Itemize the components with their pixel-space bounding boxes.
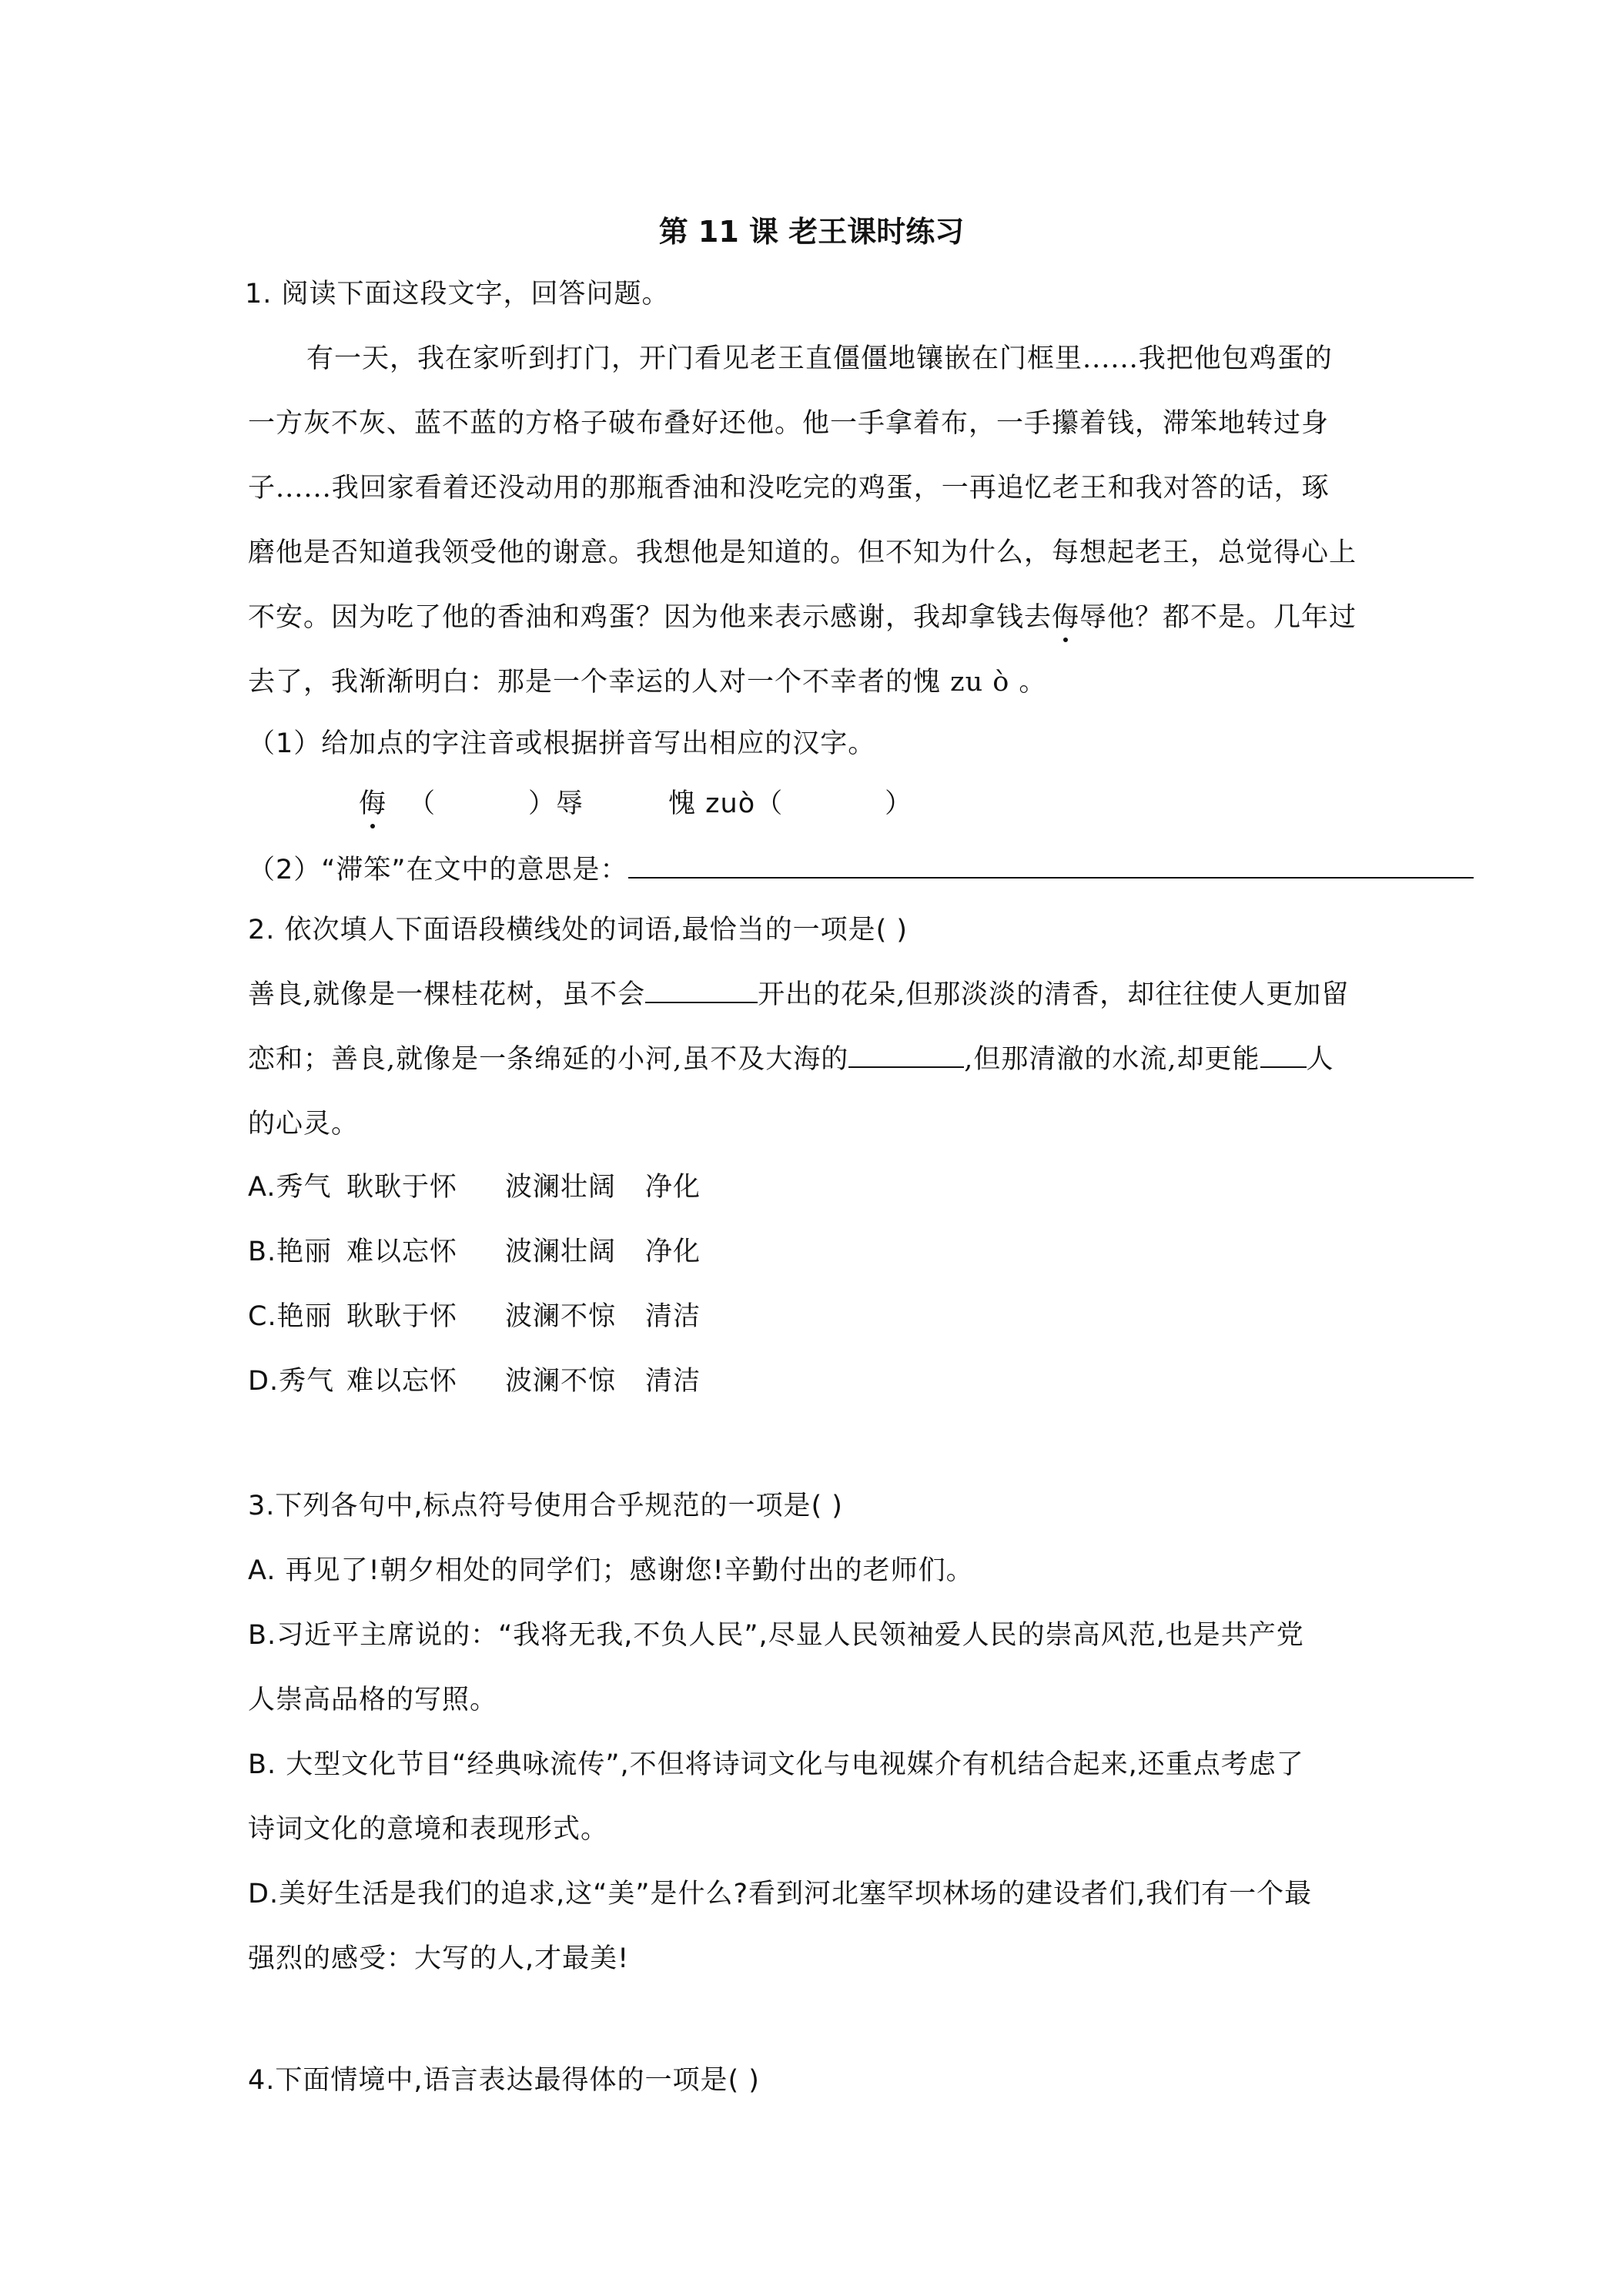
q1-passage-line-2: 一方灰不灰、蓝不蓝的方格子破布叠好还他。他一手拿着布，一手攥着钱，滞笨地转过身 — [248, 408, 1330, 439]
q2-blank-2[interactable] — [848, 1043, 964, 1068]
q2-option-c-word-1: 耿耿于怀 — [346, 1301, 458, 1332]
q1-sub2-label: （2）“滞笨”在文中的意思是： — [248, 855, 628, 885]
q2-option-d-label: D.秀气 — [248, 1366, 335, 1397]
q2-para-1a: 善良,就像是一棵桂花树，虽不会 — [248, 979, 646, 1010]
q2-option-c[interactable] — [248, 1300, 701, 1334]
q2-para-2b: ,但那清澈的水流,却更能 — [964, 1044, 1260, 1075]
q2-para-2a: 恋和；善良,就像是一条绵延的小河,虽不及大海的 — [248, 1044, 849, 1075]
q1-dotted-char: 侮 — [1052, 602, 1080, 633]
q2-option-a-label: A.秀气 — [248, 1172, 332, 1203]
q1-line5-part-b: 辱他？都不是。几年过 — [1079, 602, 1357, 633]
q4-stem: 4.下面情境中,语言表达最得体的一项是( ) — [248, 2065, 760, 2096]
q1-passage-line-3: 子......我回家看着还没动用的那瓶香油和没吃完的鸡蛋，一再追忆老王和我对答的话，琢 — [248, 473, 1330, 504]
q2-option-c-word-3: 清洁 — [645, 1301, 701, 1332]
q2-para-2c: 人 — [1306, 1044, 1334, 1075]
q1-sub1-dotted-char: 侮 — [359, 788, 387, 819]
q2-para-line-3: 的心灵。 — [248, 1109, 360, 1140]
q2-option-b-word-2: 波澜壮阔 — [505, 1237, 617, 1267]
q3-option-d-line-2: 强烈的感受：大写的人,才最美! — [248, 1943, 630, 1974]
q1-sub1-close-paren: ）辱 — [528, 788, 584, 819]
q2-option-b[interactable] — [248, 1235, 701, 1269]
q2-option-c-label: C.艳丽 — [248, 1301, 333, 1332]
q3-option-a[interactable]: A. 再见了!朝夕相处的同学们；感谢您!辛勤付出的老师们。 — [248, 1555, 974, 1586]
q2-option-a[interactable] — [248, 1170, 701, 1204]
q3-option-b-line-1[interactable]: B.习近平主席说的：“我将无我,不负人民”,尽显人民领袖爱人民的崇高风范,也是共产党 — [248, 1620, 1304, 1651]
q2-blank-3[interactable] — [1260, 1043, 1307, 1068]
q2-option-a-word-1: 耿耿于怀 — [346, 1172, 458, 1203]
q2-option-b-label: B.艳丽 — [248, 1237, 333, 1267]
page-title: 第 11 课 老王课时练习 — [658, 215, 965, 249]
q2-option-d-word-3: 清洁 — [645, 1366, 701, 1397]
q1-sub1-open-paren: （ — [408, 788, 437, 819]
q1-sub1-close-paren-b: ） — [885, 788, 913, 819]
q1-passage-line-5 — [248, 601, 1357, 634]
q2-para-1b: 开出的花朵,但那淡淡的清香，却往往使人更加留 — [758, 979, 1350, 1010]
q2-option-a-word-3: 净化 — [645, 1172, 701, 1203]
q1-passage-line-6: 去了，我渐渐明白：那是一个幸运的人对一个不幸者的愧 zu ò 。 — [248, 667, 1047, 698]
q1-sub1: （1）给加点的字注音或根据拼音写出相应的汉字。 — [248, 728, 876, 759]
q2-para-line-2 — [248, 1043, 1334, 1076]
q3-option-b-line-2: 人崇高品格的写照。 — [248, 1685, 498, 1715]
q1-passage-line-1: 有一天，我在家听到打门，开门看见老王直僵僵地镶嵌在门框里......我把他包鸡蛋的 — [306, 343, 1333, 374]
q1-sub1-answer-row — [359, 787, 912, 821]
q1-sub2-answer-line[interactable] — [628, 854, 1474, 879]
q2-stem: 2. 依次填人下面语段横线处的词语,最恰当的一项是( ) — [248, 915, 909, 946]
q2-para-line-1 — [248, 978, 1349, 1012]
q3-option-b2-line-1[interactable]: B. 大型文化节目“经典咏流传”,不但将诗词文化与电视媒介有机结合起来,还重点考虑了 — [248, 1749, 1304, 1780]
q2-option-d[interactable] — [248, 1364, 701, 1398]
q3-option-b2-line-2: 诗词文化的意境和表现形式。 — [248, 1814, 609, 1845]
q2-option-a-word-2: 波澜壮阔 — [505, 1172, 617, 1203]
q2-option-b-word-3: 净化 — [645, 1237, 701, 1267]
q1-passage-line-4: 磨他是否知道我领受他的谢意。我想他是知道的。但不知为什么，每想起老王，总觉得心上 — [248, 537, 1357, 568]
q1-sub1-pinyin: 愧 zuò（ — [668, 788, 784, 819]
q3-option-d-line-1[interactable]: D.美好生活是我们的追求,这“美”是什么?看到河北塞罕坝林场的建设者们,我们有一个最 — [248, 1879, 1313, 1909]
q2-option-d-word-2: 波澜不惊 — [505, 1366, 617, 1397]
q1-line5-part-a: 不安。因为吃了他的香油和鸡蛋？因为他来表示感谢，我却拿钱去 — [248, 602, 1052, 633]
q2-option-b-word-1: 难以忘怀 — [346, 1237, 458, 1267]
q1-stem: 1. 阅读下面这段文字，回答问题。 — [245, 279, 670, 310]
q3-stem: 3.下列各句中,标点符号使用合乎规范的一项是( ) — [248, 1491, 843, 1521]
q1-sub2 — [248, 853, 1474, 887]
q2-option-c-word-2: 波澜不惊 — [505, 1301, 617, 1332]
q2-option-d-word-1: 难以忘怀 — [346, 1366, 458, 1397]
q2-blank-1[interactable] — [645, 979, 758, 1003]
